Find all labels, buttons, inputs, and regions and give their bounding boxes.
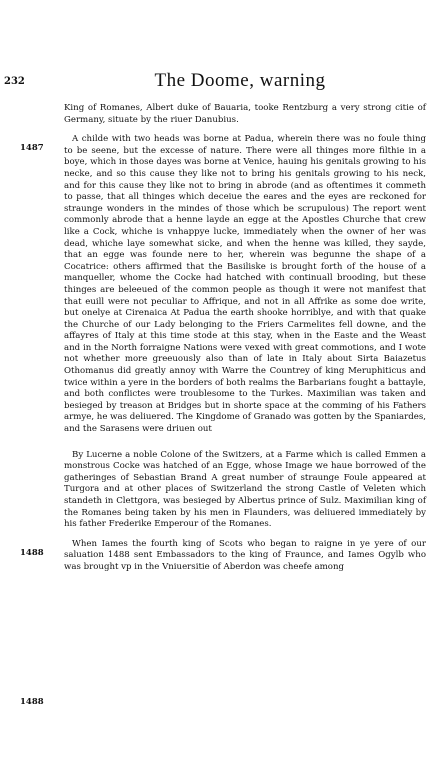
paragraph-padua-wonders: A childe with two heads was borne at Padua, wherein there was no foule thing to be seene, but the excesse of nature. There were all thinges more filthie in a boye, which in those dayes was borne at Venice, hauing his genitals growing to his necke, and so this cause they like not to bring his genitals growing to his neck, and for this cause they like not to bring in abrode (and as oftentimes it commeth to passe, that all thinges which deceiue the eares and the eyes are reckoned for straunge wonders in the mindes of those which be scrupulous) The report went commonly abrode that a henne layde an egge at the Apostles Churche that crew like a Cock, whiche is vnhappye lucke, immediately when the owner of her was dead, whiche laye somewhat sicke, and when the henne was killed, they sayde, that an egge was founde nere to her, wherein was begunne the shape of a Cocatrice: others affirmed that the Basiliske is brought forth of the house of a manqueller, whome the Cocke had hatched with continuall brooding, but these thinges are beleeued of the common people as though it were not manifest that that euill were not peculiar to Affrique, and not in all Affrike as some doe write, but onelye at Cirenaica At Padua the earth shooke horriblye, and with that quake the Churche of our Lady belonging to the Friers Carmelites fell downe, and the affayres of Italy at this time stode at this stay, when in the Easte and the Weast and in the North forraigne Nations were vexed with great commotions, and I wote not whether more greeuously also than of late in Italy about Sirta Baiazetus Othomanus did greatly annoy with Warre the Countrey of king Meruphiticus and twice within a yere in the borders of both realms the Barbarians fought a battayle, and both conflictes were troublesome to the Turkes. Maximilian was taken and besieged by treason at Bridges but in shorte space at the comming of his Fathers armye, he was deliuered. The Kingdome of Granado was gotten by the Spaniardes, and the Sarasens were driuen out: [64, 134, 427, 435]
running-title: The Doome, warning: [154, 70, 326, 91]
paragraph-lucerne-cocke: By Lucerne a noble Colone of the Switzers, at a Farme which is called Emmen a monstrous Cocke was hatched of an Egge, whose Image we haue borrowed of the gatheringes of Sebastian Brand A great number of straunge Foule appeared at Turgora and at other places of Switzerland the strong Castle of Veleten which standeth in Clettgora, was besieged by Albertus prince of Sulz. Maximilian king of the Romanes being taken by his men in Flaunders, was deliuered immediately by his father Frederike Emperour of the Romanes.: [64, 449, 426, 530]
page-number: 232: [4, 76, 25, 87]
margin-year-1488-first: 1488: [20, 548, 44, 558]
margin-year-1488-second: 1488: [20, 697, 44, 707]
text-block: [64, 103, 426, 582]
paragraph-iames-scots: When Iames the fourth king of Scots who began to raigne in ye yere of our saluation 1488 sent Embassadors to the king of Fraunce, and Iames Ogylb who was brought vp in the Vniuersitie of Aberdon was cheefe among: [64, 538, 426, 572]
paragraph-rentzburg: King of Romanes, Albert duke of Bauaria, tooke Rentzburg a very strong citie of Germany, situate by the riuer Danubius.: [64, 103, 426, 125]
margin-year-1487: 1487: [20, 143, 44, 153]
